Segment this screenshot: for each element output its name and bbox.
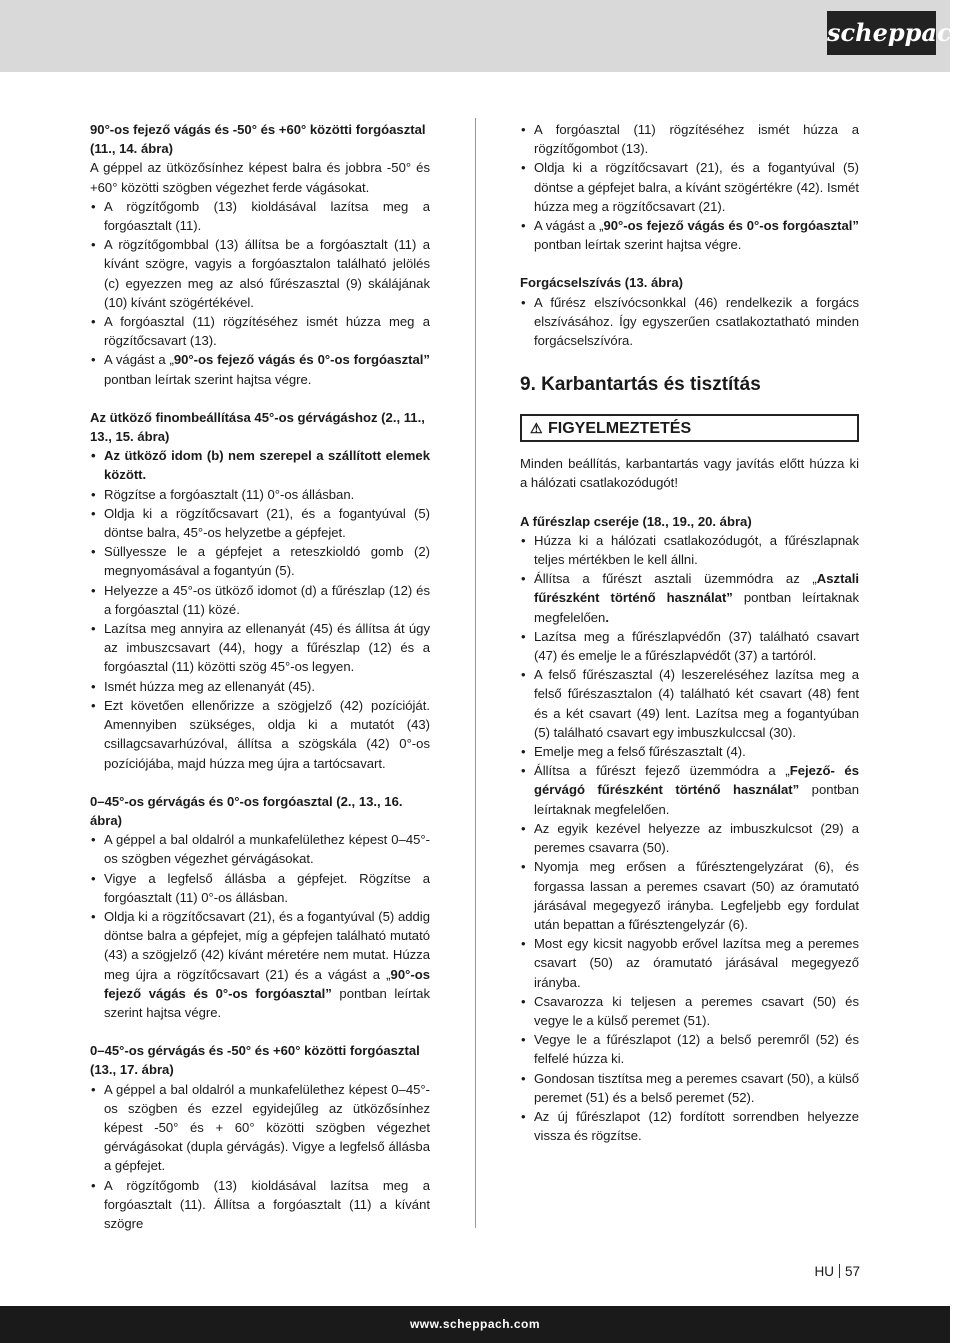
- bold-text: Fejező- és gérvágó fűrészként történő használat”: [534, 763, 859, 798]
- text: A vágást a „: [534, 218, 604, 234]
- bullet-list: [90, 1080, 430, 1234]
- chapter-heading: 9. Karbantartás és tisztítás: [520, 374, 761, 396]
- bullet-list: [90, 830, 430, 1022]
- section-title: 0–45°-os gérvágás és -50° és +60° közötti forgóasztal (13., 17. ábra): [90, 1043, 420, 1078]
- text: A vágást a „: [104, 352, 174, 368]
- list-item: • Nyomja meg erősen a fűrésztengelyzárat (6), és forgassa lassan a peremes csavart (50) az óramutató járásával megegyező irányba. Legfeljebb egy fordulat után bepattan a fűrésztengelyzár (6).: [520, 857, 859, 934]
- list-item: • Az ütköző idom (b) nem szerepel a szállított elemek között.: [90, 446, 430, 484]
- header-bar: [0, 0, 969, 72]
- list-item: • Lazítsa meg a fűrészlapvédőn (37) található csavart (47) és emelje le a fűrészlapvédőt (37) a tartóról.: [520, 627, 859, 665]
- page-number: [814, 1264, 860, 1279]
- list-item: • Oldja ki a rögzítőcsavart (21), és a fogantyúval (5) döntse a gépfejet balra, a kívánt szögértékre (42). Ismét húzza meg a rögzítőcsavart (21).: [520, 158, 859, 216]
- list-item: • A rögzítőgombbal (13) állítsa be a forgóasztalt (11) a kívánt szögre, vagyis a forgóasztalon található jelölés (c) egyezzen meg az alsó fűrészasztal (9) skálájának (10) kívánt szögértékével.: [90, 235, 430, 312]
- bold-text: Asztali fűrészként történő használat”: [534, 571, 859, 606]
- text: pontban leírtak szerint hajtsa végre.: [104, 371, 312, 387]
- list-item: • Süllyessze le a gépfejet a reteszkioldó gomb (2) megnyomásával a fogantyún (5).: [90, 542, 430, 580]
- list-item: • Húzza ki a hálózati csatlakozódugót, a fűrészlapnak teljes mértékben le kell állni.: [520, 531, 859, 569]
- list-item: • Helyezze a 45°-os ütköző idomot (d) a fűrészlap (12) és a forgóasztal (11) közé.: [90, 581, 430, 619]
- column-divider: [475, 118, 476, 1228]
- list-item: • Vegye le a fűrészlapot (12) a belső peremről (52) és felfelé húzza ki.: [520, 1030, 859, 1068]
- footer-bar: [0, 1306, 950, 1343]
- warning-triangle-icon: ⚠: [530, 420, 543, 437]
- website-link[interactable]: www.scheppach.com: [409, 1317, 541, 1331]
- scheppach-logo: scheppach: [827, 11, 936, 55]
- list-item: • Emelje meg a felső fűrészasztalt (4).: [520, 742, 859, 761]
- bold-text: 90°-os fejező vágás és 0°-os forgóasztal”: [104, 966, 430, 1001]
- list-item: [520, 761, 859, 819]
- section-title: Az ütköző finombeállítása 45°-os gérvágáshoz (2., 11., 13., 15. ábra): [90, 409, 425, 445]
- separator: [839, 1264, 840, 1278]
- list-item: • Vigye a legfelső állásba a gépfejet. Rögzítse a forgóasztalt (11) 0°-os állásban.: [90, 869, 430, 907]
- section-title: A fűrészlap cseréje (18., 19., 20. ábra): [520, 513, 752, 529]
- list-item: • Csavarozza ki teljesen a peremes csavart (50) és vegye le a külső peremet (51).: [520, 992, 859, 1030]
- text: pontban leírtak szerint hajtsa végre.: [104, 985, 431, 1020]
- list-item: • Rögzítse a forgóasztalt (11) 0°-os állásban.: [90, 485, 430, 504]
- warning-label: FIGYELMEZTETÉS: [548, 420, 692, 438]
- left-column: [90, 120, 430, 1233]
- list-item: • A rögzítőgomb (13) kioldásával lazítsa meg a forgóasztalt (11). Állítsa a forgóasztalt (11) a kívánt szögre: [90, 1176, 430, 1234]
- bold-text: 90°-os fejező vágás és 0°-os forgóasztal”: [603, 218, 859, 234]
- paragraph: A géppel az ütközősínhez képest balra és jobbra -50° és +60° közötti szögben végezhet ferde vágásokat.: [90, 160, 430, 195]
- bullet-list: [90, 197, 430, 389]
- section-title: 90°-os fejező vágás és -50° és +60° közötti forgóasztal (11., 14. ábra): [90, 122, 426, 157]
- warning-box: [520, 414, 859, 442]
- list-item: • A géppel a bal oldalról a munkafelülethez képest 0–45°-os szögben végezhet gérvágásokat.: [90, 830, 430, 868]
- bullet-list: [520, 531, 859, 1146]
- section-title: Forgácselszívás (13. ábra): [520, 275, 684, 291]
- bullet-list: [520, 120, 859, 254]
- bullet-list: [90, 446, 430, 772]
- bullet-list: [520, 293, 859, 351]
- list-item: • Lazítsa meg annyira az ellenanyát (45) és állítsa át úgy az imbuszcsavart (44), hogy a fűrészlap (12) és a forgóasztal (11) közötti szög 45°-os legyen.: [90, 619, 430, 677]
- list-item: • Az egyik kezével helyezze az imbuszkulcsot (29) a peremes csavarra (50).: [520, 819, 859, 857]
- bold-text: 90°-os fejező vágás és 0°-os forgóasztal”: [173, 352, 430, 368]
- list-item: [90, 350, 430, 388]
- text: pontban leírtak szerint hajtsa végre.: [534, 237, 742, 253]
- bold-text: .: [605, 609, 609, 625]
- list-item: • A felső fűrészasztal (4) leszereléséhez lazítsa meg a felső fűrészasztalon (4) található két csavart (48) fent és a két csavart (49) lent. Lazítsa meg a fogantyúban (5) található csavart egy imbuszkulccsal (30).: [520, 665, 859, 742]
- text: Állítsa a fűrészt fejező üzemmódra a „: [534, 763, 790, 779]
- warning-text: Minden beállítás, karbantartás vagy javítás előtt húzza ki a hálózati csatlakozódugót!: [520, 456, 859, 491]
- page-num: 57: [844, 1264, 860, 1279]
- list-item: [520, 569, 859, 627]
- list-item: • Gondosan tisztítsa meg a peremes csavart (50), a külső peremet (51) és a belső peremet (52).: [520, 1069, 859, 1107]
- right-column: [520, 120, 859, 1145]
- list-item: • A géppel a bal oldalról a munkafelülethez képest 0–45°-os szögben és ezzel egyidejűleg az ütközősínhez képest -50° és + 60° közötti szögben végezhet gérvágásokat (dupla gérvágás). Vigye a legfelső állásba a gépfejet.: [90, 1080, 430, 1176]
- list-item: • A rögzítőgomb (13) kioldásával lazítsa meg a forgóasztalt (11).: [90, 197, 430, 235]
- text: pontban leírtaknak megfelelően.: [534, 782, 859, 817]
- list-item: • Oldja ki a rögzítőcsavart (21), és a fogantyúval (5) döntse balra, 45°-os helyzetbe a gépfejet.: [90, 504, 430, 542]
- list-item: • Most egy kicsit nagyobb erővel lazítsa meg a peremes csavart (50) az óramutató járásával megegyező irányba.: [520, 934, 859, 992]
- list-item: [520, 216, 859, 254]
- list-item: • Az új fűrészlapot (12) fordított sorrendben helyezze vissza és rögzítse.: [520, 1107, 859, 1145]
- language-code: HU: [814, 1264, 834, 1279]
- list-item: • A fűrész elszívócsonkkal (46) rendelkezik a forgács elszívásához. Így egyszerűen csatlakoztatható minden forgácselszívóra.: [520, 293, 859, 351]
- list-item: • A forgóasztal (11) rögzítéséhez ismét húzza meg a rögzítőcsavart (13).: [90, 312, 430, 350]
- text: Állítsa a fűrészt asztali üzemmódra az „: [534, 571, 817, 587]
- list-item: • Ismét húzza meg az ellenanyát (45).: [90, 677, 430, 696]
- list-item: • A forgóasztal (11) rögzítéséhez ismét húzza a rögzítőgombot (13).: [520, 120, 859, 158]
- section-title: 0–45°-os gérvágás és 0°-os forgóasztal (2., 13., 16. ábra): [90, 793, 403, 828]
- text: Oldja ki a rögzítőcsavart (21), és a fogantyúval (5) addig döntse balra a gépfejet, míg a gépfejen található mutató (43) a szögjelző (42) kívánt méretére nem mutat. Húzza meg újra a rögzítőcsavart (21) és a vágást a „: [104, 908, 430, 982]
- list-item: • Ezt követően ellenőrizze a szögjelző (42) pozícióját. Amennyiben szükséges, oldja ki a mutatót (43) csillagcsavarhúzóval, állítsa a szögskála (42) 0°-os pozíciójába, majd húzza meg újra a tartócsavart.: [90, 696, 430, 773]
- text: pontban leírtaknak megfelelően: [534, 590, 860, 625]
- list-item: [90, 907, 430, 1022]
